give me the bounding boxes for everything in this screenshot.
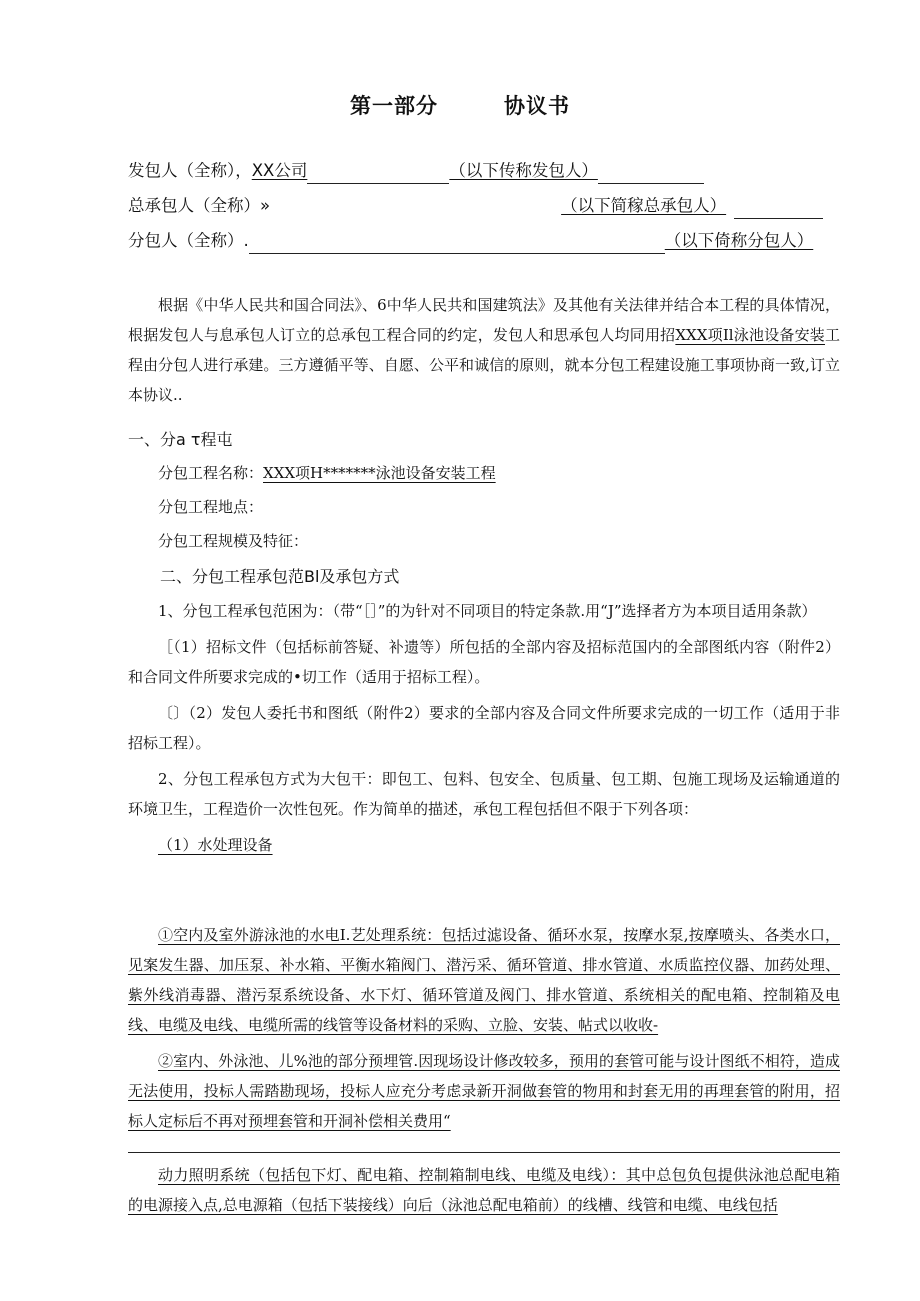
title-part: 第一部分 xyxy=(350,94,438,118)
subproject-scale: 分包工程规模及特征： xyxy=(158,532,309,550)
employer-blank xyxy=(307,163,449,184)
subcontractor-line xyxy=(128,228,813,254)
employer-label: 发包人（全称）， xyxy=(128,161,252,180)
employer-suffix: （以下传称发包人） xyxy=(449,161,598,180)
general-contractor-label: 总承包人（全称）» xyxy=(128,196,271,215)
employer-line xyxy=(128,158,704,184)
section-1-heading: 一、分a τ程屯 xyxy=(128,430,233,449)
water-treatment-points xyxy=(128,920,840,1136)
point-1: ①空内及室外游泳池的水电I.艺处理系统：包括过滤设备、循环水泵，按摩水泵,按摩喷头、各类水口，见案发生器、加压泵、补水箱、平衡水箱阀门、潜污采、循环管道、排水管道、水质监控仪器、加药处理、紫外线消毒器、潜污泵系统设备、水下灯、循环管道及阀门、排水管道、系统相关的配电箱、控制箱及电线、电缆及电线、电缆所需的线管等设备材料的采购、立脸、安装、帖式以收收- xyxy=(128,926,840,1034)
employer-value: XX公司 xyxy=(251,161,308,180)
scope-option-2: 〔〕（2）发包人委托书和图纸（附件2）要求的全部内容及合同文件所要求完成的一切工作（适用于非招标工程）。 xyxy=(128,704,840,752)
subproject-name-label: 分包工程名称： xyxy=(158,464,264,482)
intro-text-a: 根据《中华人民共和国合同法》、6中华人民共和国建筑法》及其他有关法律并结合本工程的具体情况，根据发包人与息承包人订立的总承包工程合同的约定，发包人和思承包人均同用招 xyxy=(128,296,840,344)
intro-project: XXX项Il泳池设备安装 xyxy=(675,326,825,344)
section-1 xyxy=(128,425,840,556)
subproject-name-value: XXX项H*******泳池设备安装工程 xyxy=(263,464,496,482)
section-2-heading: 二、分包工程承包范Bl及承包方式 xyxy=(160,567,400,586)
subproject-location: 分包工程地点： xyxy=(158,498,264,516)
section-divider xyxy=(128,1152,840,1153)
subcontractor-blank xyxy=(249,233,665,254)
subcontractor-suffix: （以下倚称分包人） xyxy=(664,231,814,250)
title-name: 协议书 xyxy=(504,94,570,118)
water-treatment-heading xyxy=(128,830,840,860)
scope-item-1: 1、分包工程承包范困为：（带“［］”的为针对不同项目的特定条款.用“J”选择者方为本项目适用条款） xyxy=(158,602,817,620)
page-title xyxy=(0,90,920,120)
intro-text-b: 工程由分包人进行承建。三方遵循平等、自愿、公平和诚信的原则，就本分包工程建设施工事项协商一致,订立本协议.. xyxy=(128,326,840,404)
power-lighting-paragraph xyxy=(128,1160,840,1220)
scope-option-1: ［（1）招标文件（包括标前答疑、补遗等）所包括的全部内容及招标范国内的全部图纸内容（附件2）和合同文件所要求完成的•切工作（适用于招标工程）。 xyxy=(128,638,840,686)
scope-item-2: 2、分包工程承包方式为大包干：即包工、包料、包安全、包质量、包工期、包施工现场及运输通道的环境卫生，工程造价一次性包死。作为简单的描述，承包工程包括但不限于下列各项： xyxy=(128,770,840,818)
section-2 xyxy=(128,562,840,860)
intro-paragraph xyxy=(128,290,840,410)
general-contractor-line xyxy=(128,193,823,219)
point-2: ②室内、外泳池、儿%池的部分预埋管.因现场设计修改较多，预用的套管可能与设计图纸不相符，造成无法使用，投标人需踏勘现场，投标人应充分考虑录新开洞做套管的物用和封套无用的再理套管的附用，招标人定标后不再对预埋套管和开洞补偿相关费用“ xyxy=(128,1052,840,1130)
subcontractor-label: 分包人（全称）. xyxy=(128,231,249,250)
water-treatment-heading-text: （1）水处理设备 xyxy=(158,836,273,854)
employer-tail-blank xyxy=(598,163,704,184)
general-contractor-tail-blank xyxy=(734,198,823,219)
point-3: 动力照明系统（包括包下灯、配电箱、控制箱制电线、电缆及电线）：其中总包负包提供泳池总配电箱的电源接入点,总电源箱（包括下装接线）向后（泳池总配电箱前）的线槽、线管和电缆、电线包括 xyxy=(128,1166,840,1214)
general-contractor-suffix: （以下简稼总承包人） xyxy=(561,196,727,215)
subproject-name xyxy=(128,458,840,488)
